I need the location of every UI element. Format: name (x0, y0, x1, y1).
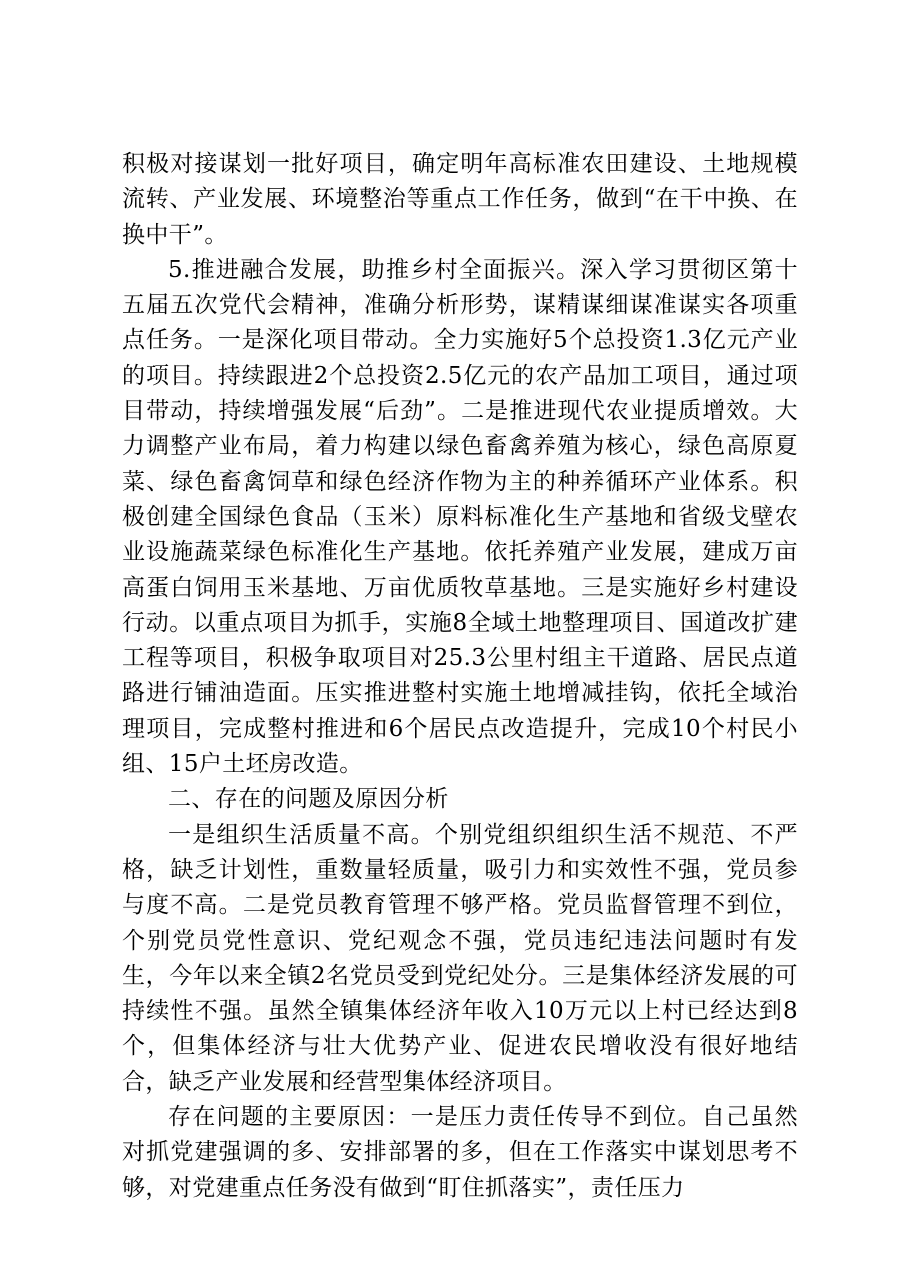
paragraph-continuation: 积极对接谋划一批好项目，确定明年高标准农田建设、土地规模流转、产业发展、环境整治等重点工作任务，做到“在干中换、在换中干”。 (122, 151, 798, 248)
section-heading-problems-and-causes: 二、存在的问题及原因分析 (168, 786, 449, 813)
document-body (122, 147, 798, 1206)
paragraph-main-causes: 存在问题的主要原因：一是压力责任传导不到位。自己虽然对抓党建强调的多、安排部署的多，但在工作落实中谋划思考不够，对党建重点任务没有做到“盯住抓落实”，责任压力 (122, 1104, 798, 1201)
paragraph-existing-problems: 一是组织生活质量不高。个别党组织组织生活不规范、不严格，缺乏计划性，重数量轻质量，吸引力和实效性不强，党员参与度不高。二是党员教育管理不够严格。党员监督管理不到位，个别党员党性意识、党纪观念不强，党员违纪违法问题时有发生，今年以来全镇2名党员受到党纪处分。三是集体经济发展的可持续性不强。虽然全镇集体经济年收入10万元以上村已经达到8个，但集体经济与壮大优势产业、促进农民增收没有很好地结合，缺乏产业发展和经营型集体经济项目。 (122, 821, 798, 1095)
paragraph-item-5-integrated-development: 5.推进融合发展，助推乡村全面振兴。深入学习贯彻区第十五届五次党代会精神，准确分析形势，谋精谋细谋准谋实各项重点任务。一是深化项目带动。全力实施好5个总投资1.3亿元产业的项目。持续跟进2个总投资2.5亿元的农产品加工项目，通过项目带动，持续增强发展“后劲”。二是推进现代农业提质增效。大力调整产业布局，着力构建以绿色畜禽养殖为核心，绿色高原夏菜、绿色畜禽饲草和绿色经济作物为主的种养循环产业体系。积极创建全国绿色食品（玉米）原料标准化生产基地和省级戈壁农业设施蔬菜绿色标准化生产基地。依托养殖产业发展，建成万亩高蛋白饲用玉米基地、万亩优质牧草基地。三是实施好乡村建设行动。以重点项目为抓手，实施8全域土地整理项目、国道改扩建工程等项目，积极争取项目对25.3公里村组主干道路、居民点道路进行铺油造面。压实推进整村实施土地增减挂钩，依托全域治理项目，完成整村推进和6个居民点改造提升，完成10个村民小组、15户土坯房改造。 (122, 256, 798, 778)
